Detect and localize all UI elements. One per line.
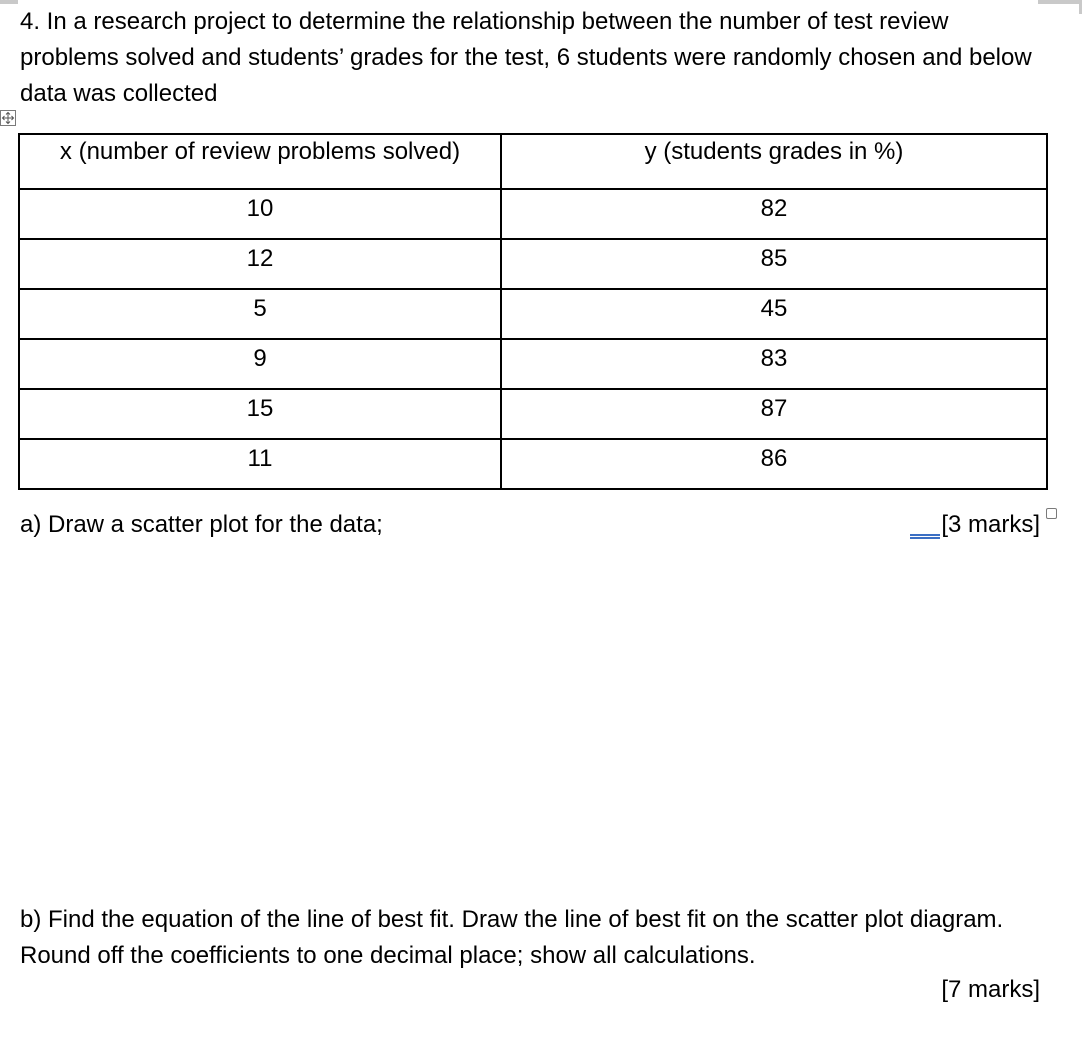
cell-x: 9 xyxy=(19,339,501,389)
cell-x: 12 xyxy=(19,239,501,289)
resize-handle-icon[interactable] xyxy=(1046,508,1057,519)
table-row xyxy=(19,239,1047,289)
cell-x: 10 xyxy=(19,189,501,239)
header-x: x (number of review problems solved) xyxy=(19,134,501,189)
cell-x: 11 xyxy=(19,439,501,489)
data-table xyxy=(18,133,1048,490)
cell-y: 82 xyxy=(501,189,1047,239)
cell-y: 87 xyxy=(501,389,1047,439)
part-a-text: a) Draw a scatter plot for the data; xyxy=(20,511,383,538)
question-text: 4. In a research project to determine the relationship between the number of test review problems solved and students’ grades for the test, 6 students were randomly chosen and below data was collected xyxy=(20,8,1032,107)
cell-y: 86 xyxy=(501,439,1047,489)
cell-x: 15 xyxy=(19,389,501,439)
table-row xyxy=(19,189,1047,239)
table-row xyxy=(19,389,1047,439)
part-a-marks: [3 marks] xyxy=(941,511,1040,538)
table-row xyxy=(19,339,1047,389)
move-handle-icon[interactable] xyxy=(0,110,16,126)
table-header-row xyxy=(19,134,1047,189)
cell-x: 5 xyxy=(19,289,501,339)
cell-y: 83 xyxy=(501,339,1047,389)
part-b-text: b) Find the equation of the line of best fit. Draw the line of best fit on the scatter plot diagram. Round off the coefficients to one decimal place; show all calculations. xyxy=(20,906,1004,969)
part-b-marks: [7 marks] xyxy=(941,976,1040,1003)
cell-y: 45 xyxy=(501,289,1047,339)
table-row xyxy=(19,289,1047,339)
table-row xyxy=(19,439,1047,489)
header-y: y (students grades in %) xyxy=(501,134,1047,189)
marks-a-underline xyxy=(910,534,940,539)
cell-y: 85 xyxy=(501,239,1047,289)
page-corner-left xyxy=(0,0,18,4)
